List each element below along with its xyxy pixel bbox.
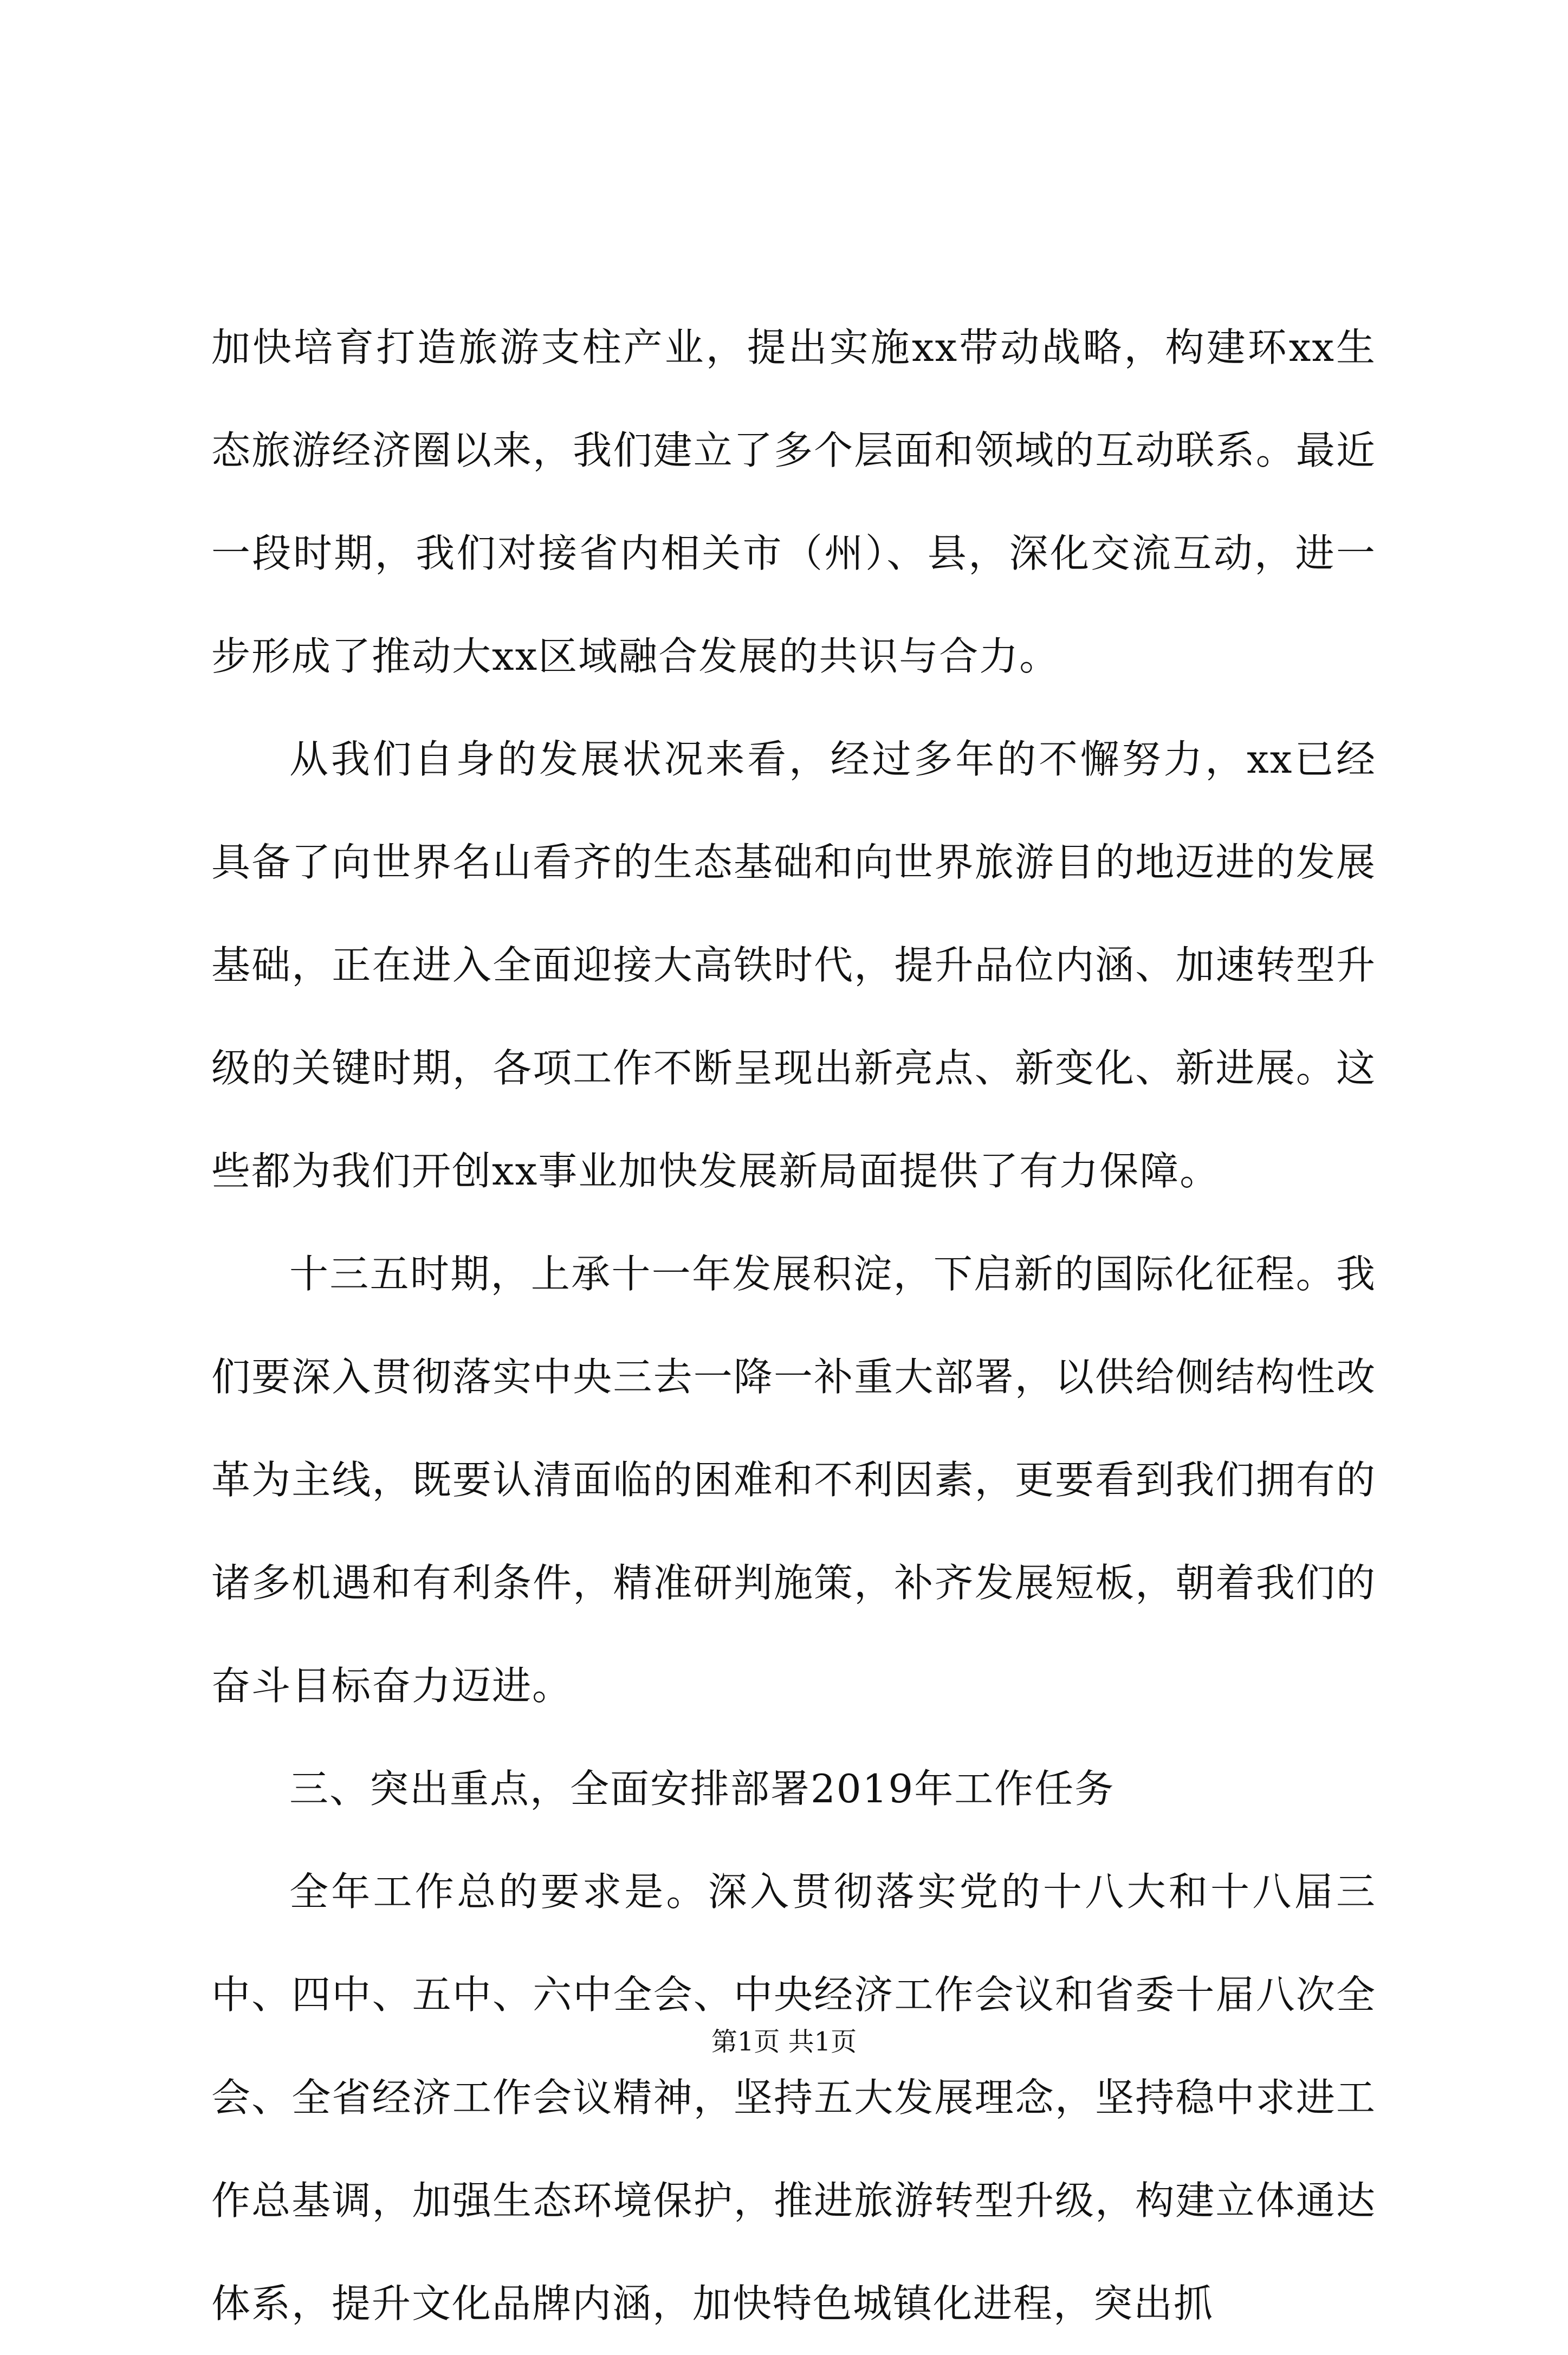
paragraph-1: 加快培育打造旅游支柱产业，提出实施xx带动战略，构建环xx生态旅游经济圈以来，我们建立了多个层面和领域的互动联系。最近一段时期，我们对接省内相关市（州）、县，深化交流互动，进一步形成了推动大xx区域融合发展的共识与合力。 bbox=[211, 325, 1376, 679]
page-footer: 第1页 共1页 bbox=[711, 2027, 857, 2057]
paragraph-2: 从我们自身的发展状况来看，经过多年的不懈努力，xx已经具备了向世界名山看齐的生态基础和向世界旅游目的地迈进的发展基础，正在进入全面迎接大高铁时代，提升品位内涵、加速转型升级的关键时期，各项工作不断呈现出新亮点、新变化、新进展。这些都为我们开创xx事业加快发展新局面提供了有力保障。 bbox=[211, 736, 1376, 1194]
paragraph-3: 十三五时期，上承十一年发展积淀，下启新的国际化征程。我们要深入贯彻落实中央三去一降一补重大部署，以供给侧结构性改革为主线，既要认清面临的困难和不利因素，更要看到我们拥有的诸多机遇和有利条件，精准研判施策，补齐发展短板，朝着我们的奋斗目标奋力迈进。 bbox=[211, 1251, 1376, 1709]
section-heading: 三、突出重点，全面安排部署2019年工作任务 bbox=[289, 1766, 1115, 1811]
paragraph-4: 全年工作总的要求是。深入贯彻落实党的十八大和十八届三中、四中、五中、六中全会、中央经济工作会议和省委十届八次全会、全省经济工作会议精神，坚持五大发展理念，坚持稳中求进工作总基调，加强生态环境保护，推进旅游转型升级，构建立体通达体系，提升文化品牌内涵，加快特色城镇化进程，突出抓 bbox=[211, 1869, 1376, 2326]
